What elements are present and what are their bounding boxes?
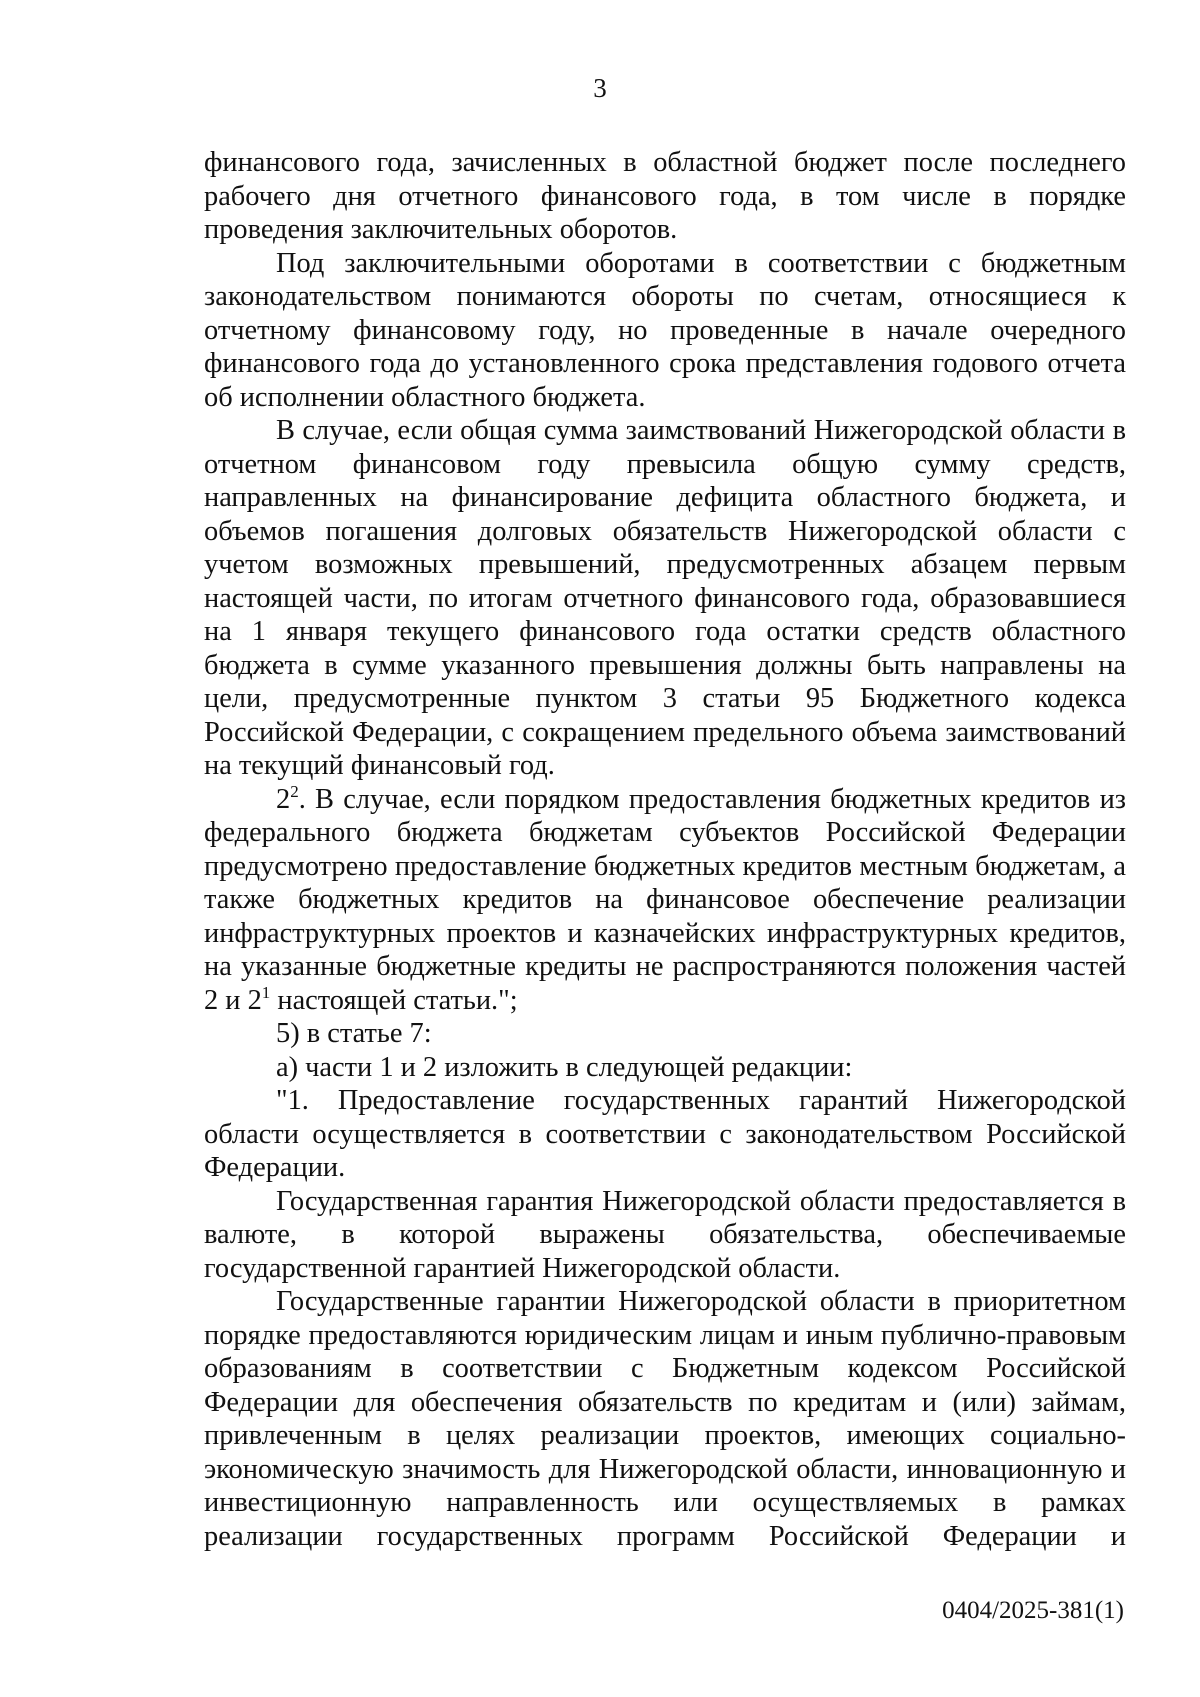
paragraph-7: "1. Предоставление государственных гарантий Нижегородской области осуществляется в соответствии с законодательством Российской Федерации. xyxy=(204,1085,1126,1183)
paragraph-2: Под заключительными оборотами в соответствии с бюджетным законодательством понимаются обороты по счетам, относящиеся к отчетному финансовому году, но проведенные в начале очередного финансового года до установленного срока представления годового отчета об исполнении областного бюджета. xyxy=(204,247,1126,413)
paragraph-3: В случае, если общая сумма заимствований Нижегородской области в отчетном финансовом году превысила общую сумму средств, направленных на финансирование дефицита областного бюджета, и объемов погашения долговых обязательств Нижегородской области с учетом возможных превышений, предусмотренных абзацем первым настоящей части, по итогам отчетного финансового года, образовавшиеся на 1 января текущего финансового года остатки средств областного бюджета в сумме указанного превышения должны быть направлены на цели, предусмотренные пунктом 3 статьи 95 Бюджетного кодекса Российской Федерации, с сокращением предельного объема заимствований на текущий финансовый год. xyxy=(204,415,1126,781)
paragraph-4-text-b: настоящей статьи."; xyxy=(270,984,518,1016)
document-body xyxy=(204,146,1126,1553)
part-number-superscript: 2 xyxy=(290,781,299,801)
part-reference-superscript: 1 xyxy=(261,982,271,1002)
paragraph-4 xyxy=(204,783,1126,1018)
paragraph-9: Государственные гарантии Нижегородской области в приоритетном порядке предоставляются юридическим лицам и иным публично-правовым образованиям в соответствии с Бюджетным кодексом Российской Федерации для обеспечения обязательств по кредитам и (или) займам, привлеченным в целях реализации проектов, имеющих социально-экономическую значимость для Нижегородской области, инновационную и инвестиционную направленность или осуществляемых в рамках реализации государственных программ Российской Федерации и xyxy=(204,1286,1126,1552)
paragraph-6: а) части 1 и 2 изложить в следующей редакции: xyxy=(276,1051,853,1083)
document-number: 0404/2025-381(1) xyxy=(942,1597,1124,1624)
paragraph-8: Государственная гарантия Нижегородской области предоставляется в валюте, в которой выражены обязательства, обеспечиваемые государственной гарантией Нижегородской области. xyxy=(204,1185,1126,1284)
page-number: 3 xyxy=(593,73,607,103)
part-number: 2 xyxy=(276,783,291,815)
paragraph-5: 5) в статье 7: xyxy=(276,1018,432,1049)
paragraph-4-text-a: . В случае, если порядком предоставления бюджетных кредитов из федерального бюджета бюджетам субъектов Российской Федерации предусмотрено предоставление бюджетных кредитов местным бюджетам, а также бюджетных кредитов на финансовое обеспечение реализации инфраструктурных проектов и казначейских инфраструктурных кредитов, на указанные бюджетные кредиты не распространяются положения частей 2 и 2 xyxy=(204,783,1126,1016)
paragraph-1: финансового года, зачисленных в областной бюджет после последнего рабочего дня отчетного финансового года, в том числе в порядке проведения заключительных оборотов. xyxy=(204,147,1126,245)
